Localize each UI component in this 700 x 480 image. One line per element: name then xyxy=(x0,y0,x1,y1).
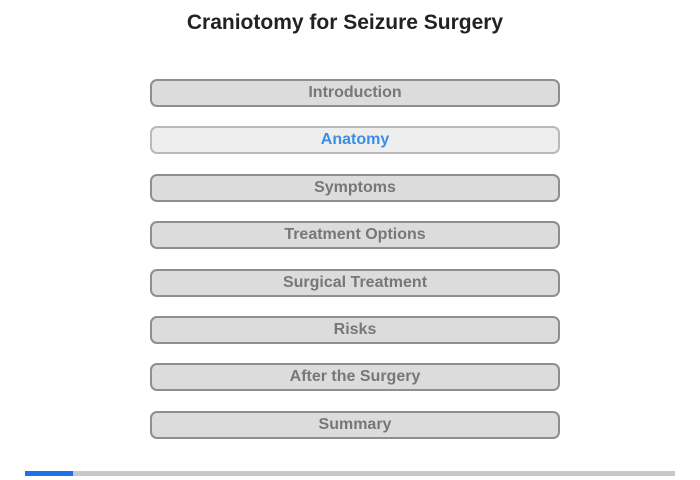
progress-bar xyxy=(25,471,675,476)
menu-button-anatomy[interactable]: Anatomy xyxy=(150,126,560,154)
menu-button-introduction[interactable]: Introduction xyxy=(150,79,560,107)
chapter-menu xyxy=(150,79,560,458)
menu-button-treatment-options[interactable]: Treatment Options xyxy=(150,221,560,249)
progress-bar-fill xyxy=(25,471,73,476)
menu-button-after-the-surgery[interactable]: After the Surgery xyxy=(150,363,560,391)
menu-button-symptoms[interactable]: Symptoms xyxy=(150,174,560,202)
menu-button-risks[interactable]: Risks xyxy=(150,316,560,344)
menu-button-summary[interactable]: Summary xyxy=(150,411,560,439)
page-title: Craniotomy for Seizure Surgery xyxy=(186,11,504,34)
menu-button-surgical-treatment[interactable]: Surgical Treatment xyxy=(150,269,560,297)
